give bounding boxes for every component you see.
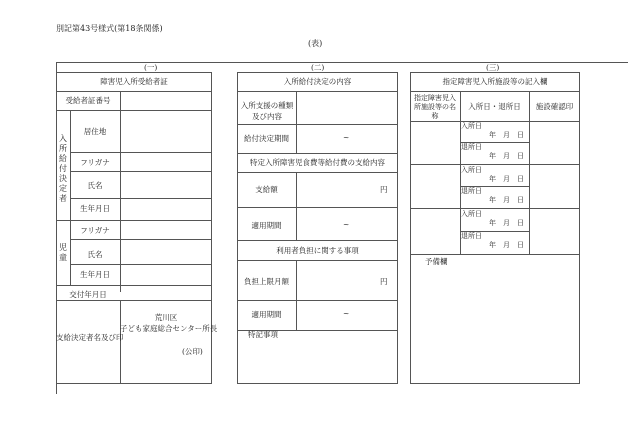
label-issue-date: 交付年月日 xyxy=(69,290,107,299)
admit-date-1: 年 月 日 xyxy=(489,131,524,139)
reserve-field[interactable] xyxy=(411,268,579,383)
facility-name-field-1[interactable] xyxy=(411,122,459,164)
label-name: 氏名 xyxy=(87,181,103,190)
amount-yen: 円 xyxy=(380,185,388,194)
label-child-furigana: フリガナ xyxy=(80,226,110,235)
section-label-1: (一) xyxy=(144,63,158,72)
leave-label-1: 退所日 xyxy=(461,143,482,151)
label-issuer: 支給決定者名及び印 xyxy=(56,333,124,342)
facility-name-field-2[interactable] xyxy=(411,165,459,208)
label-confirm-header: 施設確認印 xyxy=(535,102,574,111)
label-address: 居住地 xyxy=(83,127,107,136)
leave-date-1: 年 月 日 xyxy=(489,152,524,160)
label-child-birthdate: 生年月日 xyxy=(80,270,110,279)
section-label-2: (二) xyxy=(311,63,325,72)
leave-label-2: 退所日 xyxy=(461,187,482,195)
burden-title: 利用者負担に関する事項 xyxy=(276,246,359,255)
subsidy-title: 特定入所障害児食費等給付費の支給内容 xyxy=(250,158,385,167)
label-facility-name: 指定障害児入所施設等の名称 xyxy=(414,94,456,120)
label-furigana: フリガナ xyxy=(80,158,110,167)
service-kind-field[interactable] xyxy=(297,92,397,124)
panel3-title: 指定障害児入所施設等の記入欄 xyxy=(442,77,548,86)
label-guardian-group: 入所給付決定者 xyxy=(59,134,67,203)
period-tilde: ~ xyxy=(343,133,350,142)
applicable-2-tilde: ~ xyxy=(343,309,350,318)
special-notes-field[interactable] xyxy=(238,341,397,383)
issue-date-field[interactable] xyxy=(121,286,211,300)
page-label: (表) xyxy=(308,39,323,48)
label-special-notes: 特記事項 xyxy=(248,330,278,339)
admit-label-2: 入所日 xyxy=(461,166,482,174)
leave-date-3: 年 月 日 xyxy=(489,241,524,249)
admit-date-3: 年 月 日 xyxy=(489,219,524,227)
admit-label-3: 入所日 xyxy=(461,210,482,218)
applicable-1-tilde: ~ xyxy=(343,220,350,229)
label-service-kind: 入所支援の種類及び内容 xyxy=(240,101,294,121)
official-seal: (公印) xyxy=(182,347,203,356)
confirm-seal-field-3[interactable] xyxy=(530,209,579,253)
child-furigana-field[interactable] xyxy=(121,221,211,239)
confirm-seal-field-2[interactable] xyxy=(530,165,579,208)
panel2-title: 入所給付決定の内容 xyxy=(283,77,352,86)
child-birthdate-field[interactable] xyxy=(121,265,211,285)
label-period: 給付決定期間 xyxy=(244,134,289,143)
issuer-office: 子ども家庭総合センター所長 xyxy=(120,324,218,333)
label-reserve: 予備欄 xyxy=(425,257,448,266)
address-field[interactable] xyxy=(121,111,211,152)
label-birthdate: 生年月日 xyxy=(80,204,110,213)
label-child-name: 氏名 xyxy=(87,250,103,259)
label-child-group: 児童 xyxy=(59,243,67,262)
cert-number-field[interactable] xyxy=(121,92,211,110)
furigana-field[interactable] xyxy=(121,153,211,171)
burden-limit-yen: 円 xyxy=(380,277,388,286)
confirm-seal-field-1[interactable] xyxy=(530,122,579,164)
section-label-3: (三) xyxy=(486,63,500,72)
label-cert-number: 受給者証番号 xyxy=(65,96,111,105)
issuer-ward: 荒川区 xyxy=(154,313,178,322)
form-title: 別記第43号様式(第18条関係) xyxy=(56,24,163,33)
leave-date-2: 年 月 日 xyxy=(489,196,524,204)
leave-label-3: 退所日 xyxy=(461,232,482,240)
label-amount: 支給額 xyxy=(255,185,278,194)
birthdate-field[interactable] xyxy=(121,199,211,219)
admit-label-1: 入所日 xyxy=(461,122,482,130)
name-field[interactable] xyxy=(121,172,211,198)
top-rule xyxy=(56,62,628,63)
label-applicable-2: 適用期間 xyxy=(251,310,282,319)
label-burden-limit: 負担上限月額 xyxy=(244,277,289,286)
child-name-field[interactable] xyxy=(121,240,211,264)
label-applicable-1: 適用期間 xyxy=(251,221,282,230)
facility-name-field-3[interactable] xyxy=(411,209,459,253)
panel1-title: 障害児入所受給者証 xyxy=(100,77,168,86)
label-dates-header: 入所日・退所日 xyxy=(468,102,521,111)
admit-date-2: 年 月 日 xyxy=(489,175,524,183)
